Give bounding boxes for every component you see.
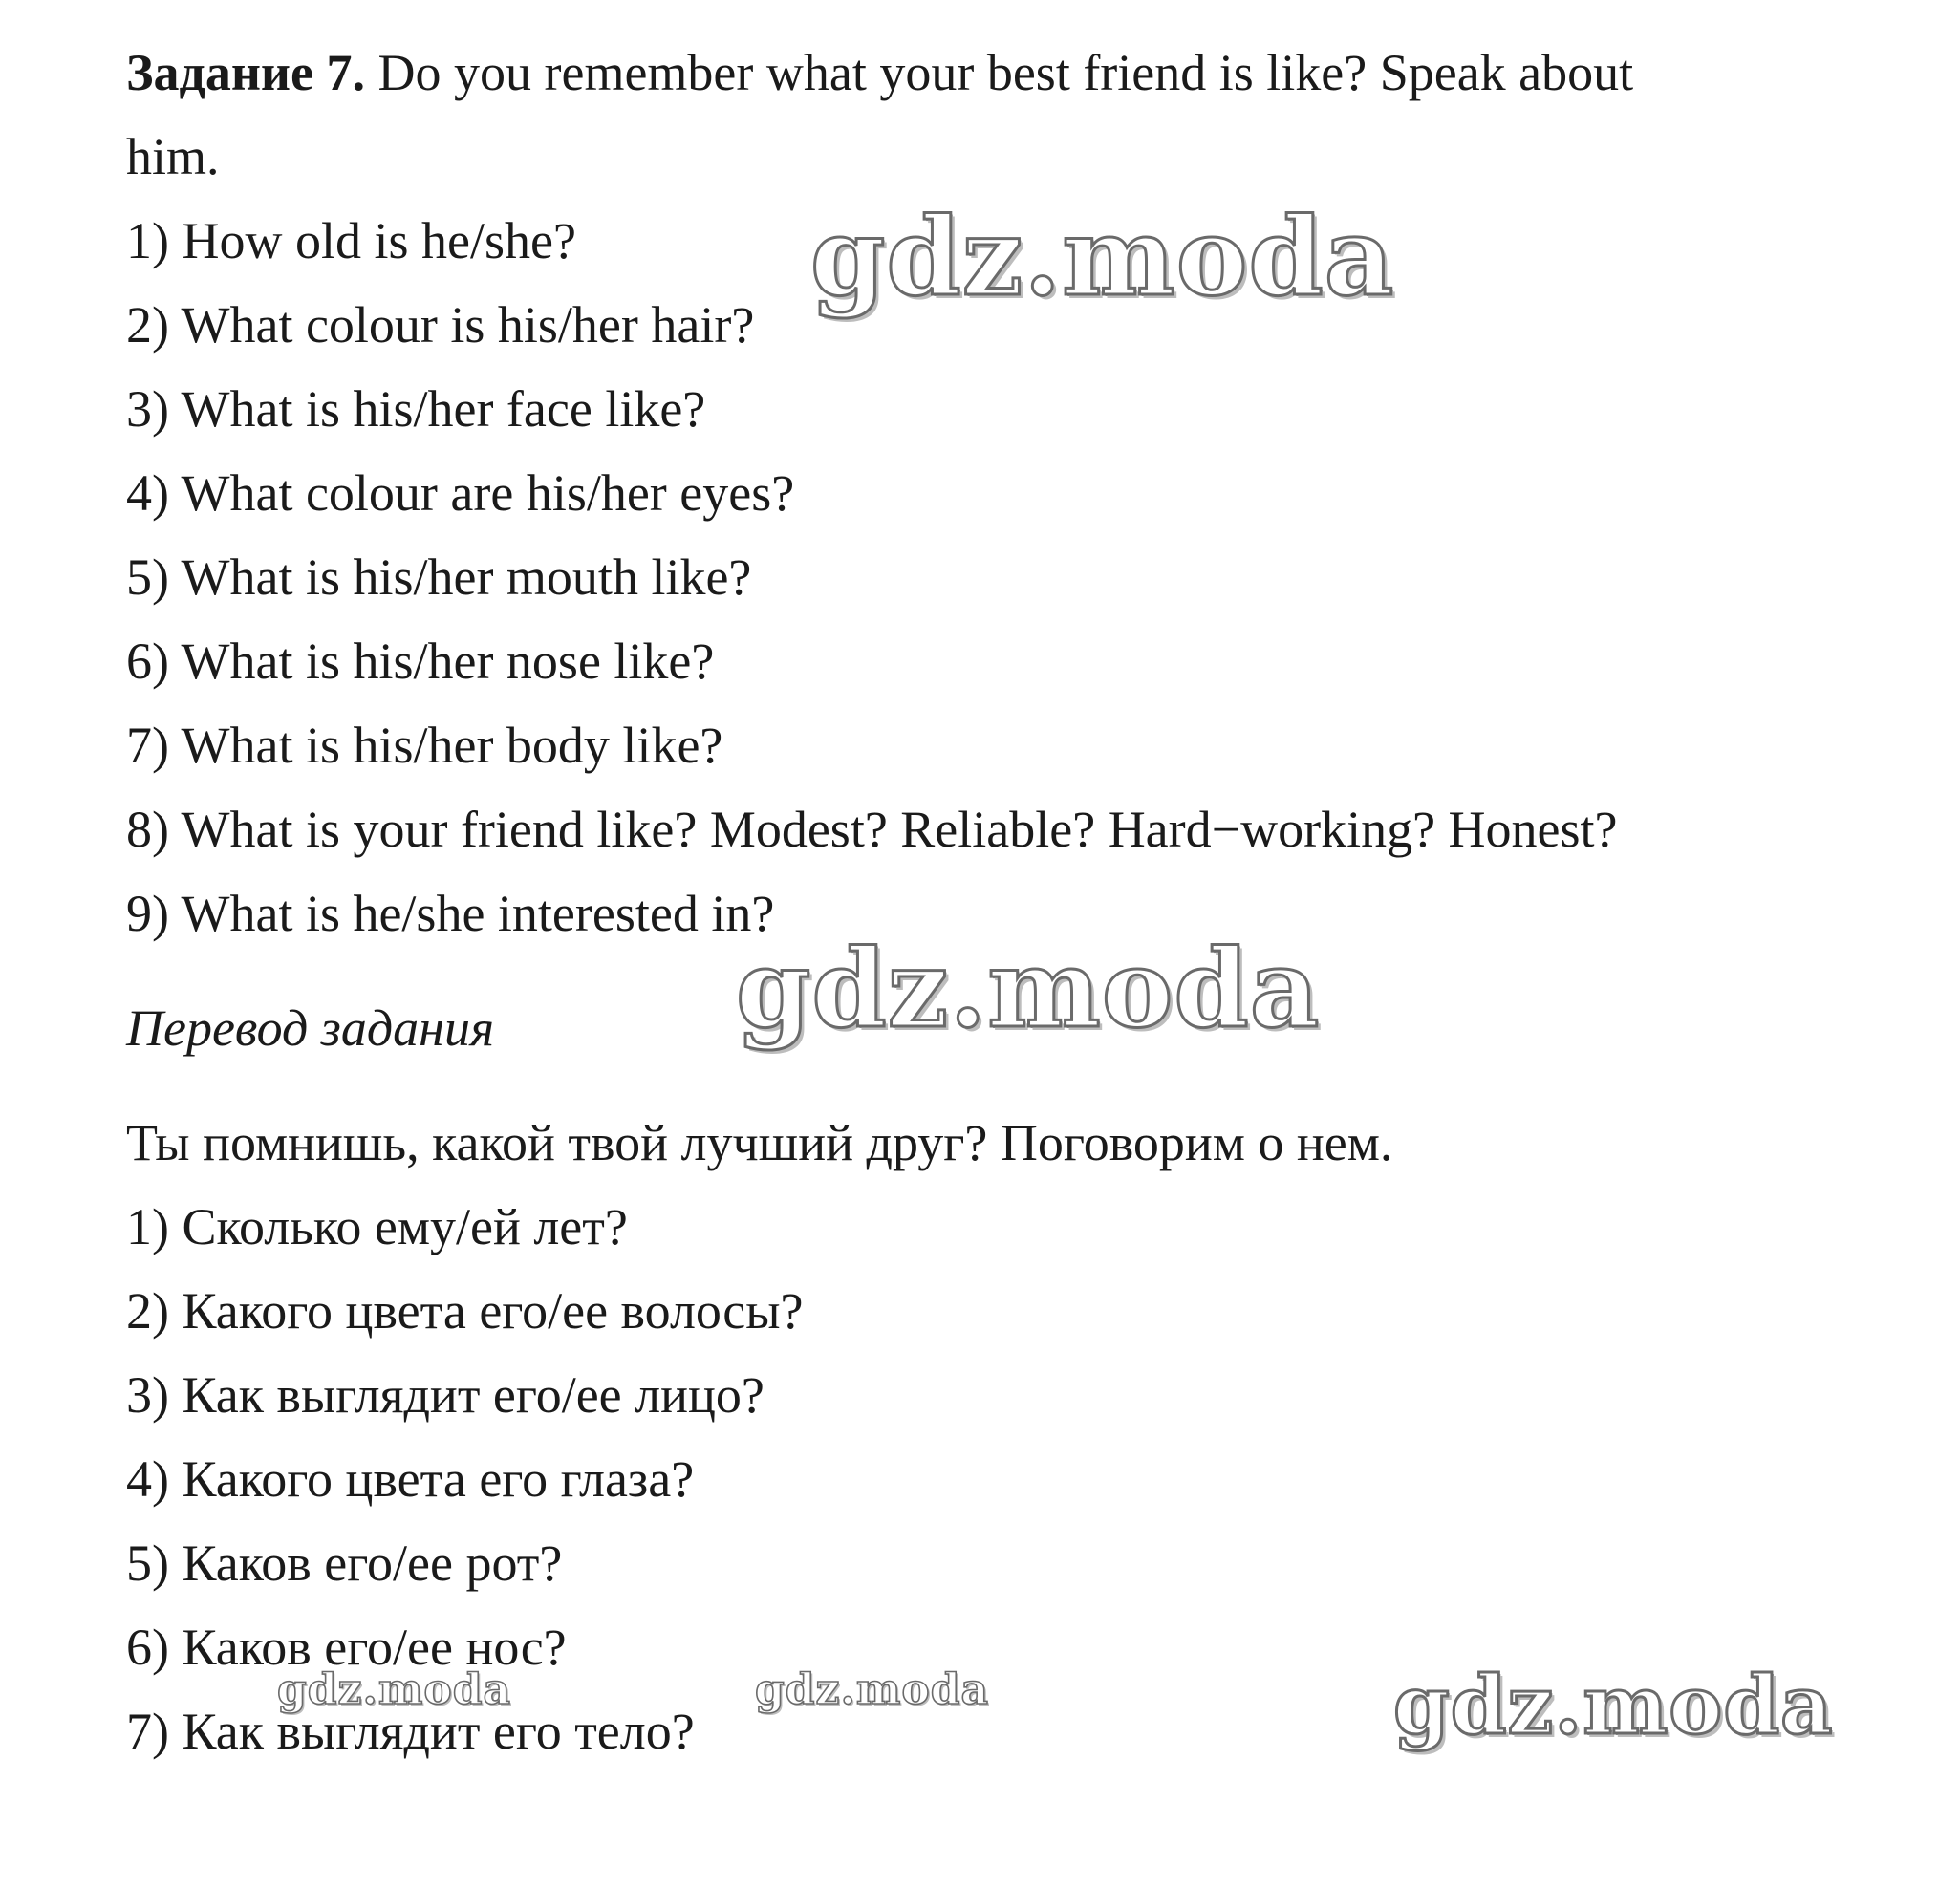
question-en-5: 5) What is his/her mouth like? xyxy=(126,548,752,606)
watermark: gdz.moda xyxy=(277,1665,512,1714)
question-en-3: 3) What is his/her face like? xyxy=(126,380,706,438)
question-ru-3: 3) Как выглядит его/ее лицо? xyxy=(126,1366,765,1424)
question-en-8: 8) What is your friend like? Modest? Reliable? Hard−working? Honest? xyxy=(126,801,1618,858)
question-ru-5: 5) Каков его/ее рот? xyxy=(126,1534,563,1592)
question-en-4: 4) What colour are his/her eyes? xyxy=(126,464,795,522)
question-ru-2: 2) Какого цвета его/ее волосы? xyxy=(126,1282,804,1340)
task-label: Задание 7. xyxy=(126,44,366,101)
question-en-2: 2) What colour is his/her hair? xyxy=(126,296,755,354)
watermark: gdz.moda xyxy=(810,195,1395,320)
task-text-line2: him. xyxy=(126,128,220,185)
watermark: gdz.moda xyxy=(1393,1658,1834,1752)
question-en-1: 1) How old is he/she? xyxy=(126,212,576,269)
question-ru-1: 1) Сколько ему/ей лет? xyxy=(126,1198,628,1255)
question-ru-4: 4) Какого цвета его глаза? xyxy=(126,1450,695,1508)
task-text-line1: Do you remember what your best friend is like? Speak about xyxy=(377,44,1634,101)
task-title-line xyxy=(126,42,1633,103)
question-ru-7: 7) Как выглядит его тело? xyxy=(126,1703,695,1760)
watermark: gdz.moda xyxy=(755,1665,990,1714)
question-en-6: 6) What is his/her nose like? xyxy=(126,633,715,690)
question-ru-6: 6) Каков его/ее нос? xyxy=(126,1619,567,1676)
question-en-9: 9) What is he/she interested in? xyxy=(126,885,775,942)
watermark: gdz.moda xyxy=(736,927,1321,1052)
translation-heading: Перевод задания xyxy=(126,999,495,1057)
question-en-7: 7) What is his/her body like? xyxy=(126,717,723,774)
translation-intro: Ты помнишь, какой твой лучший друг? Поговорим о нем. xyxy=(126,1114,1393,1171)
